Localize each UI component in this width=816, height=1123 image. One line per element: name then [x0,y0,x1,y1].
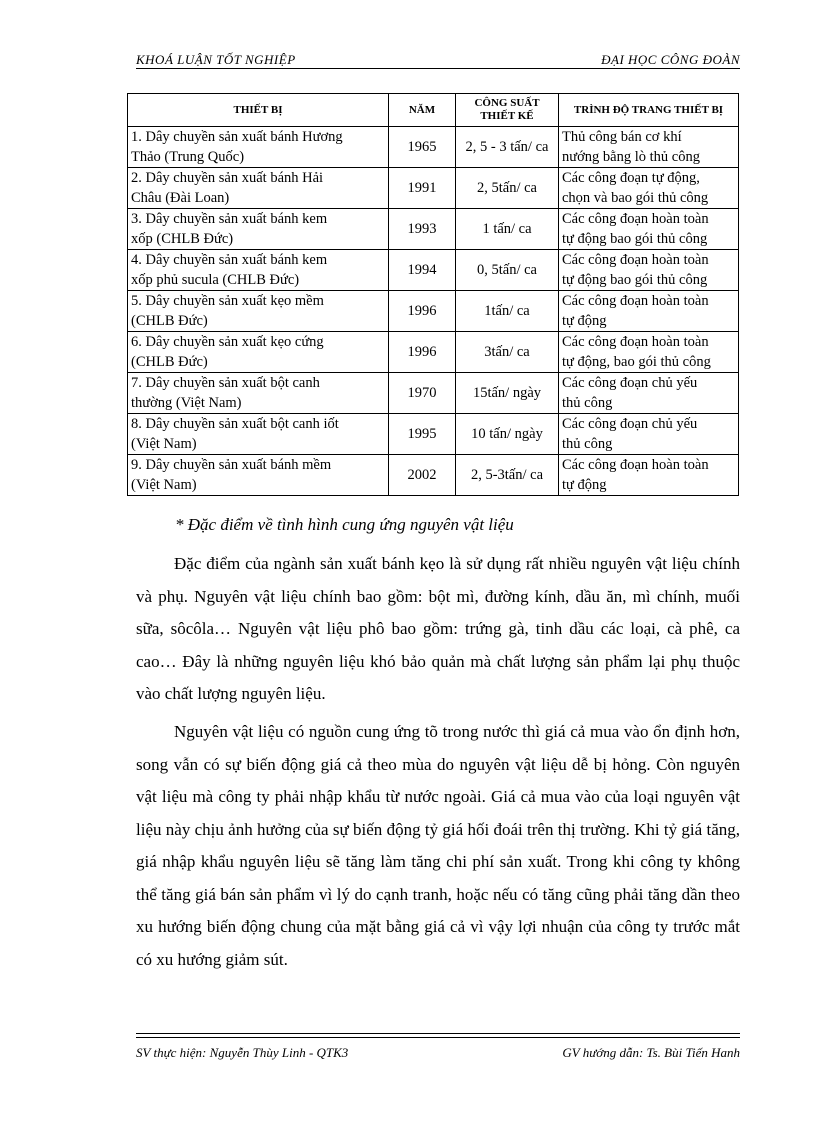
header-rule [136,68,740,69]
level-line: Các công đoạn chủ yếu [562,416,698,432]
footer-rule [136,1037,740,1038]
level-line: thủ công [562,395,613,411]
year-cell: 1996 [389,332,456,373]
page-header [136,50,740,70]
col-header-capacity-text: CÔNG SUẤT THIẾT KẾ [474,97,540,122]
level-line: tự động, bao gói thủ công [562,354,711,370]
level-cell [559,291,739,332]
device-line: 2. Dây chuyền sản xuất bánh Hải [131,170,324,186]
capacity-cell: 2, 5tấn/ ca [456,168,559,209]
level-line: chọn và bao gói thủ công [562,190,709,206]
year-cell: 1995 [389,414,456,455]
device-line: 6. Dây chuyền sản xuất kẹo cứng [131,334,324,350]
year-cell: 1994 [389,250,456,291]
body-paragraph: Đặc điểm của ngành sản xuất bánh kẹo là sử dụng rất nhiều nguyên vật liệu chính và phụ. Nguyên vật liệu chính bao gồm: bột mì, đường kính, dầu ăn, mì chính, muối sữa, sôcôla… Nguyên vật liệu phô bao gồm: trứng gà, tinh dầu các loại, cà phê, ca cao… Đây là những nguyên liệu khó bảo quản mà chất lượng sản phẩm lại phụ thuộc vào chất lượng nguyên liệu. [136,554,740,703]
level-line: tự động [562,313,607,329]
device-line: 7. Dây chuyền sản xuất bột canh [131,375,320,391]
device-line: 8. Dây chuyền sản xuất bột canh iốt [131,416,339,432]
device-cell [128,209,389,250]
level-line: tự động [562,477,607,493]
device-cell [128,414,389,455]
year-cell: 1965 [389,127,456,168]
level-cell [559,332,739,373]
device-line: 1. Dây chuyền sản xuất bánh Hương [131,129,343,145]
year-cell: 1970 [389,373,456,414]
device-line: (Việt Nam) [131,477,197,493]
device-line: 3. Dây chuyền sản xuất bánh kem [131,211,328,227]
device-line: xốp phủ sucula (CHLB Đức) [131,272,300,288]
level-line: tự động bao gói thủ công [562,272,708,288]
header-thesis-label: KHOÁ LUẬN TỐT NGHIỆP [136,52,296,67]
level-cell [559,414,739,455]
level-cell [559,250,739,291]
level-line: thủ công [562,436,613,452]
year-cell: 1991 [389,168,456,209]
footer-rule [136,1033,740,1034]
table-row [128,455,739,496]
equipment-table [127,93,739,496]
device-cell [128,373,389,414]
section-title: * Đặc điểm về tình hình cung ứng nguyên vật liệu [175,515,514,534]
capacity-cell: 2, 5-3tấn/ ca [456,455,559,496]
level-line: tự động bao gói thủ công [562,231,708,247]
device-line: Thảo (Trung Quốc) [131,149,245,165]
device-line: Châu (Đài Loan) [131,190,230,206]
capacity-cell: 1tấn/ ca [456,291,559,332]
year-cell: 1996 [389,291,456,332]
level-cell [559,127,739,168]
device-cell [128,250,389,291]
level-line: Các công đoạn hoàn toàn [562,211,709,227]
level-cell [559,209,739,250]
device-line: (Việt Nam) [131,436,197,452]
capacity-cell: 3tấn/ ca [456,332,559,373]
capacity-cell: 10 tấn/ ngày [456,414,559,455]
year-cell: 1993 [389,209,456,250]
footer-student-label: SV thực hiện: Nguyễn Thùy Linh - QTK3 [136,1045,349,1060]
device-line: (CHLB Đức) [131,313,208,329]
level-line: Các công đoạn tự động, [562,170,700,186]
capacity-cell: 2, 5 - 3 tấn/ ca [456,127,559,168]
col-header-level: TRÌNH ĐỘ TRANG THIẾT BỊ [559,94,739,127]
device-line: thường (Việt Nam) [131,395,242,411]
device-cell [128,127,389,168]
device-line: xốp (CHLB Đức) [131,231,234,247]
level-line: nướng bằng lò thủ công [562,149,700,165]
level-cell [559,168,739,209]
table-row [128,209,739,250]
device-line: 5. Dây chuyền sản xuất kẹo mềm [131,293,324,309]
capacity-cell: 15tấn/ ngày [456,373,559,414]
col-header-year: NĂM [389,94,456,127]
table-row [128,250,739,291]
level-line: Các công đoạn hoàn toàn [562,334,709,350]
table-row [128,414,739,455]
level-cell [559,455,739,496]
device-cell [128,332,389,373]
level-line: Thủ công bán cơ khí [562,129,682,145]
level-line: Các công đoạn hoàn toàn [562,457,709,473]
table-row [128,291,739,332]
page-footer [136,1045,740,1065]
device-cell [128,291,389,332]
device-cell [128,168,389,209]
level-line: Các công đoạn hoàn toàn [562,252,709,268]
col-header-device: THIẾT BỊ [128,94,389,127]
year-cell: 2002 [389,455,456,496]
body-paragraph: Nguyên vật liệu có nguồn cung ứng tõ trong nước thì giá cả mua vào ổn định hơn, song vẫn có sự biến động giá cả theo mùa do nguyên vật liệu dễ bị hỏng. Còn nguyên vật liệu mà công ty phải nhập khẩu từ nước ngoài. Giá cả mua vào của loại nguyên vật liệu này chịu ảnh hưởng của sự biến động tỷ giá hối đoái trên thị trường. Khi tỷ giá tăng, giá nhập khẩu nguyên liệu sẽ tăng làm tăng chi phí sản xuất. Trong khi công ty không thể tăng giá bán sản phẩm vì lý do cạnh tranh, hoặc nếu có tăng cũng phải tăng dần theo xu hướng biến động chung của mặt bằng giá cả vì vậy lợi nhuận của công ty trước mắt có xu hướng giảm sút. [136,722,740,969]
capacity-cell: 1 tấn/ ca [456,209,559,250]
table-row [128,127,739,168]
table-row [128,332,739,373]
col-header-capacity [456,94,559,127]
table-row [128,168,739,209]
device-line: 4. Dây chuyền sản xuất bánh kem [131,252,328,268]
table-header-row [128,94,739,127]
device-line: 9. Dây chuyền sản xuất bánh mềm [131,457,332,473]
capacity-cell: 0, 5tấn/ ca [456,250,559,291]
level-line: Các công đoạn hoàn toàn [562,293,709,309]
device-cell [128,455,389,496]
footer-advisor-label: GV hướng dẫn: Ts. Bùi Tiến Hanh [562,1045,740,1060]
table-row [128,373,739,414]
device-line: (CHLB Đức) [131,354,208,370]
header-university-label: ĐẠI HỌC CÔNG ĐOÀN [601,52,740,67]
level-line: Các công đoạn chủ yếu [562,375,698,391]
level-cell [559,373,739,414]
